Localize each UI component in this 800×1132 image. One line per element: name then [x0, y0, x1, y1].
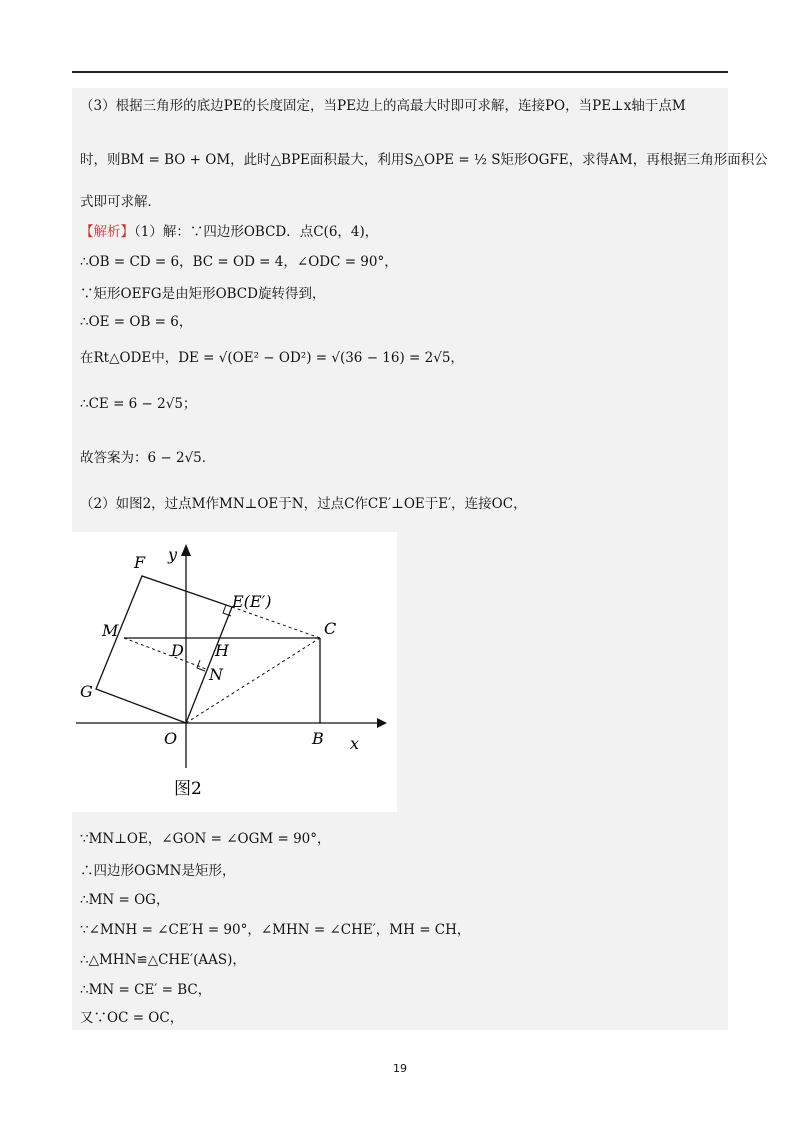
text-line-14: ∴MN = OG，	[80, 892, 170, 908]
label-n: N	[209, 665, 223, 684]
text-line-5: ∴OB = CD = 6，BC = OD = 4，∠ODC = 90°，	[80, 254, 398, 270]
label-e: E(E′)	[232, 592, 272, 611]
label-y: y	[168, 545, 178, 564]
text-line-6: ∵矩形OEFG是由矩形OBCD旋转得到，	[80, 286, 326, 302]
label-g: G	[80, 682, 93, 701]
label-x: x	[350, 734, 360, 753]
text-line-2: 时，则BM = BO + OM，此时△BPE面积最大，利用S△OPE = ½ S矩形OGFE，求得AM，再根据三角形面积公	[80, 152, 768, 168]
label-b: B	[312, 729, 324, 748]
text-line-12: ∵MN⊥OE，∠GON = ∠OGM = 90°，	[80, 831, 331, 847]
text-line-13: ∴四边形OGMN是矩形，	[80, 863, 236, 879]
text-line-18: 又∵OC = OC，	[80, 1010, 184, 1026]
text-line-8: 在Rt△ODE中，DE = √(OE² − OD²) = √(36 − 16) = 2√5，	[80, 350, 464, 366]
solution-panel	[72, 88, 768, 1030]
figure-svg	[72, 532, 397, 812]
text-line-11: （2）如图2，过点M作MN⊥OE于N，过点C作CE′⊥OE于E′，连接OC，	[80, 496, 527, 512]
label-c: C	[324, 619, 337, 638]
geometry-figure	[72, 532, 397, 812]
rectangle-oefg	[96, 576, 232, 723]
text-line-3: 式即可求解．	[80, 194, 161, 210]
x-axis-arrow	[377, 718, 387, 728]
label-d: D	[171, 641, 184, 660]
figure-caption: 图2	[174, 779, 202, 799]
text-line-1: （3）根据三角形的底边PE的长度固定，当PE边上的高最大时即可求解，连接PO，当PE⊥x轴于点M	[80, 98, 686, 114]
text-line-15: ∵∠MNH = ∠CE′H = 90°，∠MHN = ∠CHE′，MH = CH，	[80, 922, 471, 938]
y-axis-arrow	[181, 544, 191, 556]
top-rule	[72, 71, 728, 73]
label-h: H	[215, 641, 229, 660]
right-angle-n	[197, 660, 205, 671]
analysis-label: 【解析】	[80, 224, 134, 240]
text-line-10: 故答案为：6 − 2√5．	[80, 450, 216, 466]
label-m: M	[102, 621, 119, 640]
dashed-mn	[124, 638, 206, 669]
text-line-16: ∴△MHN≌△CHE′(AAS)，	[80, 952, 246, 968]
text-line-17: ∴MN = CE′ = BC，	[80, 982, 212, 998]
text-line-4: 【解析】（1）解：∵四边形OBCD．点C(6，4)，	[80, 224, 379, 240]
text-line-9: ∴CE = 6 − 2√5；	[80, 396, 197, 412]
page-number: 19	[393, 1062, 407, 1075]
dashed-oc	[186, 638, 320, 723]
label-o: O	[164, 729, 178, 748]
label-f: F	[134, 553, 146, 572]
text-line-7: ∴OE = OB = 6，	[80, 314, 193, 330]
dashed-ec	[232, 607, 320, 638]
